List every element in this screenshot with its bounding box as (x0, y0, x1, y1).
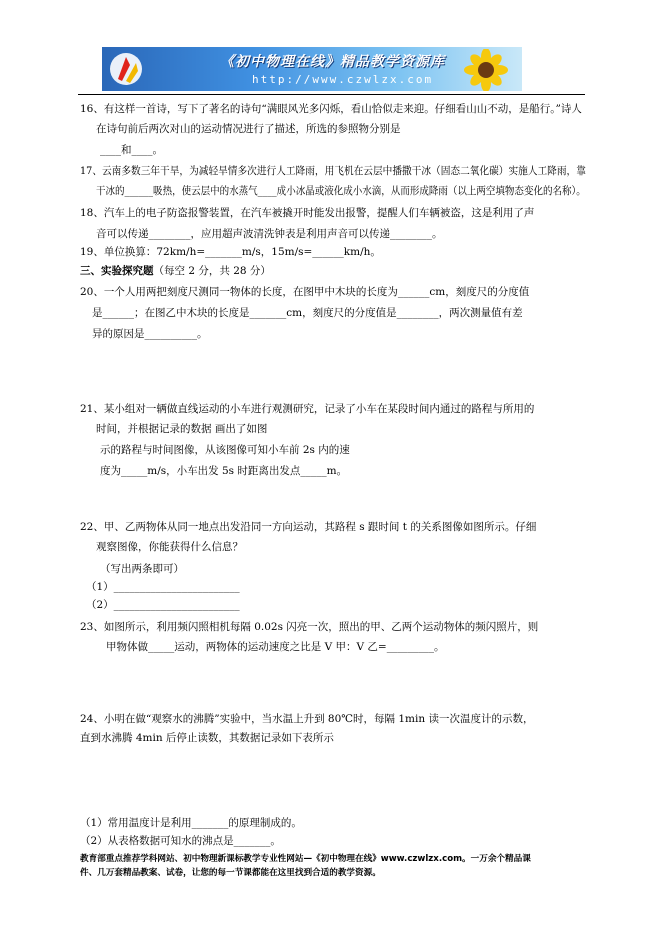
q20-line3: 异的原因是__________。 (92, 328, 208, 340)
q24-line1: 24、小明在做“观察水的沸腾”实验中，当水温上升到 80℃时，每隔 1min 读一次温度计的示数， (80, 713, 534, 725)
q23-line2: 甲物体做_____运动，两物体的运动速度之比是 V 甲：V 乙=_________。 (106, 641, 445, 653)
header-banner (102, 47, 522, 91)
q22-line3: （写出两条即可） (100, 563, 184, 575)
q22-answer1: （1）________________________ (86, 581, 240, 593)
q22-line2: 观察图像，你能获得什么信息？ (96, 541, 243, 553)
footer-line1: 教育部重点推荐学科网站、初中物理新课标教学专业性网站—《初中物理在线》www.czwlzx.com。一万余个精品课 (80, 854, 531, 864)
q24-line2: 直到水沸腾 4min 后停止读数，其数据记录如下表所示 (80, 732, 334, 744)
site-logo-icon (108, 51, 144, 87)
header-rule (78, 94, 585, 95)
footer-line2: 件、几万套精品教案、试卷，让您的每一节课都能在这里找到合适的教学资源。 (80, 868, 381, 878)
q18-line1: 18、汽车上的电子防盗报警装置，在汽车被撬开时能发出报警，提醒人们车辆被盗，这是利用了声 (80, 207, 535, 219)
q20-line2: 是______；在图乙中木块的长度是_______cm，刻度尺的分度值是________，两次测量值有差 (92, 307, 523, 319)
sunflower-icon (456, 49, 516, 91)
q18-line2: 音可以传递________，应用超声波清洗钟表是利用声音可以传递________。 (96, 228, 443, 240)
q17-line2: 干冰的______吸热，使云层中的水蒸气____成小冰晶或液化成小水滴，从而形成降雨（以上两空填物态变化的名称）。 (96, 185, 586, 197)
section3-heading (80, 264, 271, 278)
q16-line2: 在诗句前后两次对山的运动情况进行了描述，所选的参照物分别是 (96, 123, 401, 135)
q24-sub2: （2）从表格数据可知水的沸点是_______。 (80, 835, 281, 847)
q21-line2: 时间，并根据记录的数据 画出了如图 (96, 423, 268, 435)
q19-line: 19、单位换算：72km/h=_______m/s，15m/s=______km/h。 (80, 246, 381, 258)
q16-line1: 16、有这样一首诗，写下了著名的诗句“满眼风光多闪烁，看山恰似走来迎。仔细看山山不动，是船行。”诗人 (80, 103, 582, 115)
section3-note: （每空 2 分，共 28 分） (153, 265, 271, 277)
q22-answer2: （2）________________________ (86, 599, 240, 611)
q24-sub1: （1）常用温度计是利用_______的原理制成的。 (80, 817, 302, 829)
banner-url[interactable]: http://www.czwlzx.com (252, 73, 434, 86)
q21-line3: 示的路程与时间图像，从该图像可知小车前 2s 内的速 (100, 444, 350, 456)
q21-line1: 21、某小组对一辆做直线运动的小车进行观测研究，记录了小车在某段时间内通过的路程与所用的 (80, 403, 535, 415)
banner-title: 《初中物理在线》精品教学资源库 (220, 54, 445, 70)
q22-line1: 22、甲、乙两物体从同一地点出发沿同一方向运动，其路程 s 跟时间 t 的关系图像如图所示。仔细 (80, 521, 537, 533)
q21-line4: 度为_____m/s，小车出发 5s 时距离出发点_____m。 (100, 465, 348, 477)
q17-line1: 17、云南多数三年干旱，为减轻旱情多次进行人工降雨，用飞机在云层中播撒干冰（固态二氧化碳）实施人工降雨，靠 (80, 165, 586, 177)
q23-line1: 23、如图所示，利用频闪照相机每隔 0.02s 闪亮一次，照出的甲、乙两个运动物体的频闪照片，则 (80, 621, 539, 633)
q16-line3: ____和____。 (100, 144, 163, 156)
section3-title: 三、实验探究题 (80, 265, 154, 277)
q20-line1: 20、一个人用两把刻度尺测同一物体的长度，在图甲中木块的长度为______cm，刻度尺的分度值 (80, 286, 530, 298)
